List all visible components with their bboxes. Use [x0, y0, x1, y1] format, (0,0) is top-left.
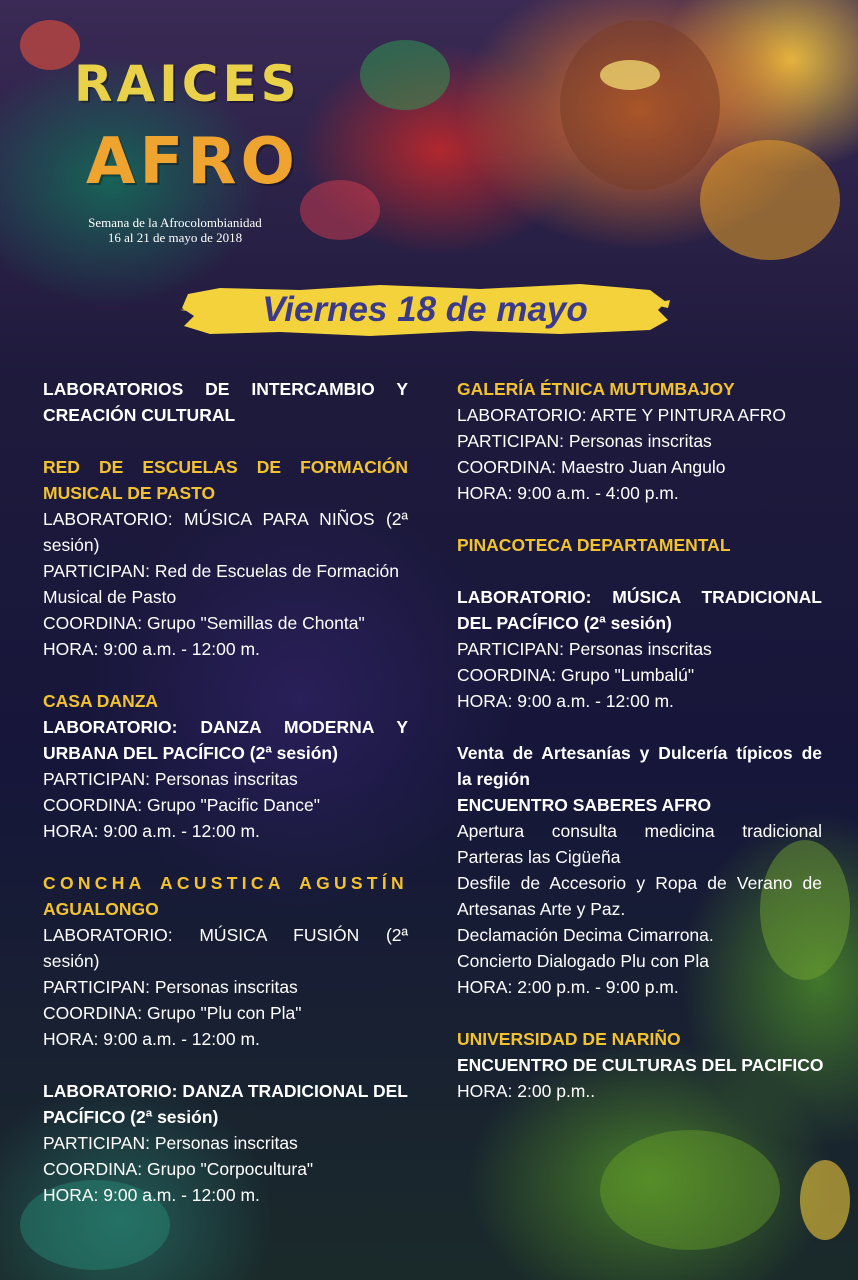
schedule: HORA: 9:00 a.m. - 12:00 m.: [43, 1029, 260, 1049]
event-saberes-afro: [457, 740, 822, 1000]
coordinator: COORDINA: Maestro Juan Angulo: [457, 457, 726, 477]
event-universidad-narino: [457, 1026, 822, 1104]
lab-title: LABORATORIO: DANZA TRADICIONAL DEL: [43, 1081, 408, 1101]
event-concha-acustica: [43, 870, 408, 1052]
event-danza-tradicional: [43, 1078, 408, 1208]
lab-title: URBANA DEL PACÍFICO (2ª sesión): [43, 743, 338, 763]
section-laboratorios-header: [43, 376, 408, 428]
venue-name: MUSICAL DE PASTO: [43, 483, 216, 503]
banner-title: Viernes 18 de mayo: [262, 290, 588, 329]
activity-item: Apertura consulta medicina tradicional: [457, 821, 822, 841]
date-banner: [180, 280, 670, 340]
venue-name: CASA DANZA: [43, 691, 159, 711]
event-title: Venta de Artesanías y Dulcería típicos de: [457, 743, 822, 763]
activity-item: Desfile de Accesorio y Ropa de Verano de: [457, 873, 822, 893]
venue-name: RED DE ESCUELAS DE FORMACIÓN: [43, 457, 408, 477]
schedule: HORA: 9:00 a.m. - 12:00 m.: [43, 639, 260, 659]
paint-splat: [700, 140, 840, 260]
activity-item: Parteras las Cigüeña: [457, 847, 621, 867]
event-title: la región: [457, 769, 530, 789]
schedule: HORA: 9:00 a.m. - 12:00 m.: [43, 1185, 260, 1205]
participants: PARTICIPAN: Personas inscritas: [43, 1133, 298, 1153]
lab-title: LABORATORIO: MÚSICA TRADICIONAL: [457, 587, 822, 607]
venue-name: PINACOTECA DEPARTAMENTAL: [457, 535, 731, 555]
paint-splat: [800, 1160, 850, 1240]
lab-title: LABORATORIO: ARTE Y PINTURA AFRO: [457, 405, 787, 425]
schedule: HORA: 9:00 a.m. - 4:00 p.m.: [457, 483, 679, 503]
coordinator: COORDINA: Grupo "Corpocultura": [43, 1159, 314, 1179]
coordinator: COORDINA: Grupo "Semillas de Chonta": [43, 613, 365, 633]
activity-item: Concierto Dialogado Plu con Pla: [457, 951, 709, 971]
coordinator: COORDINA: Grupo "Plu con Pla": [43, 1003, 302, 1023]
venue-name: CONCHA ACUSTICA AGUSTÍN: [43, 873, 408, 893]
lab-title: PACÍFICO (2ª sesión): [43, 1107, 219, 1127]
lab-title: LABORATORIO: DANZA MODERNA Y: [43, 717, 408, 737]
right-column: [457, 376, 822, 1130]
venue-name: AGUALONGO: [43, 899, 159, 919]
event-casa-danza: [43, 688, 408, 844]
participants: PARTICIPAN: Personas inscritas: [457, 431, 712, 451]
subtitle-event-name: Semana de la Afrocolombianidad: [88, 215, 262, 230]
event-musica-tradicional: [457, 584, 822, 714]
lab-title: LABORATORIO: MÚSICA FUSIÓN (2ª: [43, 925, 408, 945]
coordinator: COORDINA: Grupo "Pacific Dance": [43, 795, 320, 815]
activity-item: Artesanas Arte y Paz.: [457, 899, 626, 919]
encounter-title: ENCUENTRO SABERES AFRO: [457, 795, 712, 815]
section-title: CREACIÓN CULTURAL: [43, 405, 236, 425]
logo-line-raices: RAICES: [74, 55, 301, 113]
schedule: HORA: 9:00 a.m. - 12:00 m.: [457, 691, 674, 711]
logo-subtitle: [70, 215, 280, 245]
paint-splat: [360, 40, 450, 110]
venue-name: UNIVERSIDAD DE NARIÑO: [457, 1029, 681, 1049]
paint-splat: [600, 1130, 780, 1250]
paint-splat: [600, 60, 660, 90]
coordinator: COORDINA: Grupo "Lumbalú": [457, 665, 695, 685]
lab-title: DEL PACÍFICO (2ª sesión): [457, 613, 672, 633]
schedule: HORA: 9:00 a.m. - 12:00 m.: [43, 821, 260, 841]
section-title: LABORATORIOS DE INTERCAMBIO Y: [43, 379, 408, 399]
lab-title: LABORATORIO: MÚSICA PARA NIÑOS (2ª: [43, 509, 408, 529]
schedule: HORA: 2:00 p.m..: [457, 1081, 596, 1101]
logo-line-afro: AFRO: [86, 125, 299, 199]
schedule: HORA: 2:00 p.m. - 9:00 p.m.: [457, 977, 679, 997]
lab-title: sesión): [43, 535, 100, 555]
participants: Musical de Pasto: [43, 587, 177, 607]
subtitle-dates: 16 al 21 de mayo de 2018: [107, 230, 243, 245]
encounter-title: ENCUENTRO DE CULTURAS DEL PACIFICO: [457, 1055, 824, 1075]
participants: PARTICIPAN: Personas inscritas: [43, 769, 298, 789]
left-column: [43, 376, 408, 1234]
venue-name: GALERÍA ÉTNICA MUTUMBAJOY: [457, 379, 735, 399]
event-pinacoteca: [457, 532, 822, 558]
event-red-escuelas: [43, 454, 408, 662]
event-galeria-etnica: [457, 376, 822, 506]
paint-splat: [300, 180, 380, 240]
participants: PARTICIPAN: Personas inscritas: [457, 639, 712, 659]
participants: PARTICIPAN: Personas inscritas: [43, 977, 298, 997]
lab-title: sesión): [43, 951, 100, 971]
event-logo: [70, 55, 301, 205]
paint-splat: [560, 20, 720, 190]
activity-item: Declamación Decima Cimarrona.: [457, 925, 714, 945]
participants: PARTICIPAN: Red de Escuelas de Formación: [43, 561, 399, 581]
